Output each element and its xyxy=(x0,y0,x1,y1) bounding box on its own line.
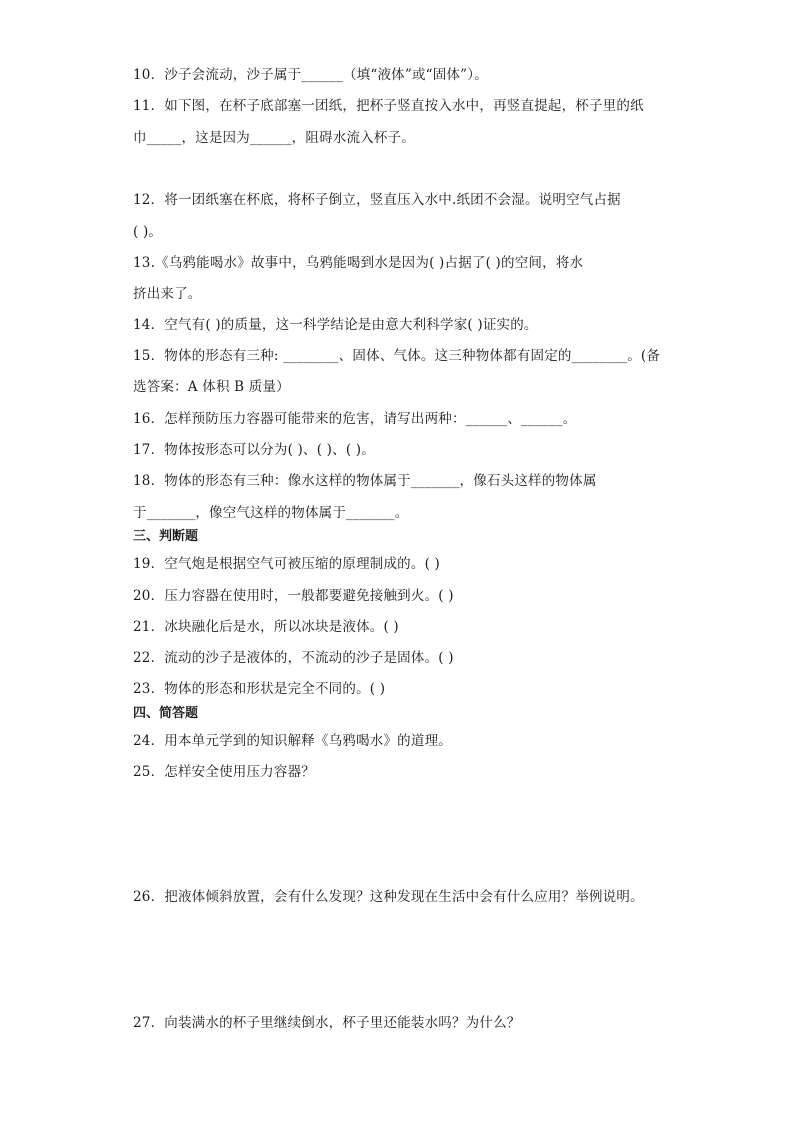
question-19: 19．空气炮是根据空气可被压缩的原理制成的。( ) xyxy=(133,556,441,572)
question-25: 25．怎样安全使用压力容器？ xyxy=(133,764,315,780)
question-27: 27．向装满水的杯子里继续倒水，杯子里还能装水吗？为什么？ xyxy=(133,1015,521,1031)
question-23: 23．物体的形态和形状是完全不同的。( ) xyxy=(133,681,386,697)
question-15-line-1: 15．物体的形态有三种: ________、固体、气体。这三种物体都有固定的________。(备 xyxy=(133,348,661,364)
question-21: 21．冰块融化后是水，所以冰块是液体。( ) xyxy=(133,619,399,635)
section-heading-judgement: 三、判断题 xyxy=(133,529,199,544)
question-18-line-1: 18．物体的形态有三种：像水这样的物体属于_______，像石头这样的物体属 xyxy=(133,473,597,489)
question-22: 22．流动的沙子是液体的，不流动的沙子是固体。( ) xyxy=(133,650,454,666)
question-26: 26．把液体倾斜放置，会有什么发现？这种发现在生活中会有什么应用？举例说明。 xyxy=(133,889,644,905)
section-heading-short-answer: 四、简答题 xyxy=(133,706,199,721)
question-13-line-2: 挤出来了。 xyxy=(133,286,202,302)
question-13-line-1: 13.《乌鸦能喝水》故事中，乌鸦能喝到水是因为( )占据了( )的空间，将水 xyxy=(133,255,584,271)
question-15-line-2: 选答案：A 体积 B 质量） xyxy=(133,379,290,395)
question-18-line-2: 于_______，像空气这样的物体属于_______。 xyxy=(133,505,409,521)
question-24: 24．用本单元学到的知识解释《乌鸦喝水》的道理。 xyxy=(133,733,452,749)
question-11-line-2: 巾_____，这是因为______，阻碍水流入杯子。 xyxy=(133,130,415,146)
question-17: 17．物体按形态可以分为( )、( )、( )。 xyxy=(133,442,375,458)
question-12-line-1: 12．将一团纸塞在杯底，将杯子倒立，竖直压入水中.纸团不会湿。说明空气占据 xyxy=(133,192,621,208)
question-10: 10．沙子会流动，沙子属于______（填“液体”或“固体”）。 xyxy=(133,67,488,83)
question-14: 14．空气有( )的质量，这一科学结论是由意大利科学家( )证实的。 xyxy=(133,317,538,333)
question-20: 20．压力容器在使用时，一般都要避免接触到火。( ) xyxy=(133,588,454,604)
question-11-line-1: 11．如下图，在杯子底部塞一团纸，把杯子竖直按入水中，再竖直提起，杯子里的纸 xyxy=(133,98,644,114)
question-16: 16．怎样预防压力容器可能带来的危害，请写出两种：______、______。 xyxy=(133,411,577,427)
question-12-line-2: ( )。 xyxy=(133,224,163,240)
